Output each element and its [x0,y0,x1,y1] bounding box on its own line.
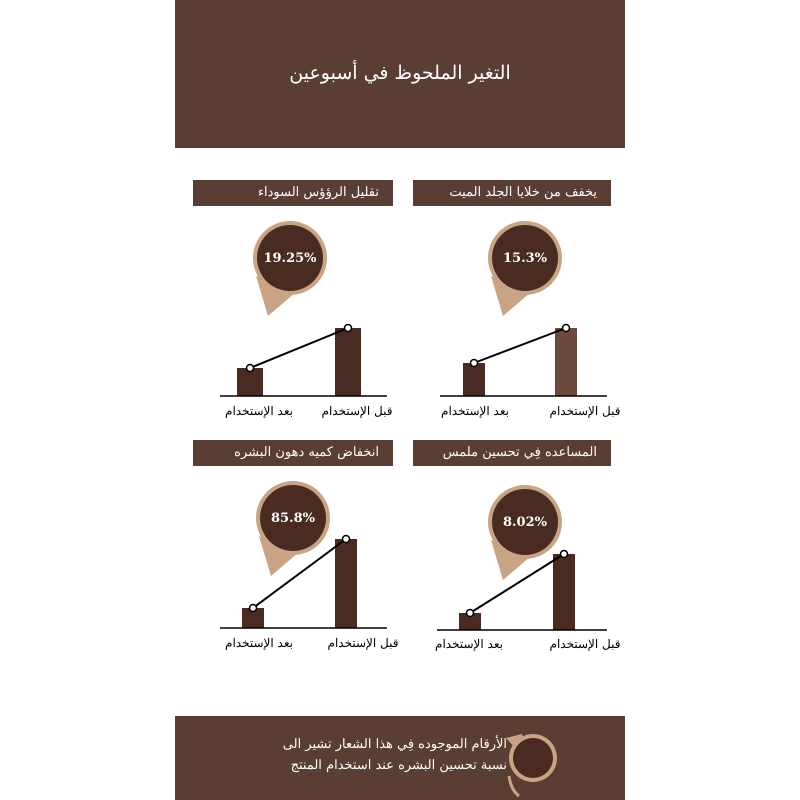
charts-canvas [175,0,625,716]
footer-line-2: نسبة تحسين البشره عند استخدام المنتج [290,758,507,773]
footer-banner [175,716,625,800]
chart-2-badge-value: 85.8% [270,511,316,526]
card-title-blackheads: تقليل الرؤؤس السوداء [193,180,393,206]
chart-1-trend-line [474,328,566,363]
chart-3-bar-1 [553,554,575,630]
chart-3-point-0 [467,610,474,617]
chart-2-category-label-0: بعد الإستخدام [225,636,293,650]
page-title: التغير الملحوظ في أسبوعين [289,62,511,84]
chart-1-category-label-0: بعد الإستخدام [441,404,509,418]
chart-1-category-label-1: قبل الإستخدام [549,404,621,418]
card-title-texture: المساعده فِي تحسين ملمس البشره [413,440,611,466]
card-title-dead-skin: يخفف من خلايا الجلد الميت [413,180,611,206]
chart-3-category-label-1: قبل الإستخدام [549,637,621,651]
chart-3-badge-value: 8.02% [502,515,548,530]
chart-0-category-label-1: قبل الإستخدام [321,404,393,418]
footer-pin-tail [509,776,519,796]
chart-0-bar-1 [335,328,361,396]
chart-1-bar-0 [463,363,485,396]
chart-0-category-label-0: بعد الإستخدام [225,404,293,418]
chart-0-trend-line [250,328,348,368]
chart-1-point-1 [563,325,570,332]
infographic-page [175,0,625,800]
footer-text [207,734,507,776]
chart-1-bar-1 [555,328,577,396]
footer-pin-inner [513,738,553,778]
chart-2-category-label-1: قبل الإستخدام [327,636,399,650]
footer-line-1: الأرقام الموجوده فِي هذا الشعار تشير الى [282,737,507,752]
chart-0-badge-value: 19.25% [263,251,317,266]
chart-0-point-0 [247,365,254,372]
card-title-oil: انخفاض كميه دهون البشره [193,440,393,466]
chart-1-point-0 [471,360,478,367]
chart-2-bar-1 [335,539,357,628]
chart-1-badge-value: 15.3% [502,251,548,266]
chart-3-category-label-0: بعد الإستخدام [435,637,503,651]
chart-2-point-1 [343,536,350,543]
chart-0-point-1 [345,325,352,332]
chart-2-point-0 [250,605,257,612]
chart-3-point-1 [561,551,568,558]
